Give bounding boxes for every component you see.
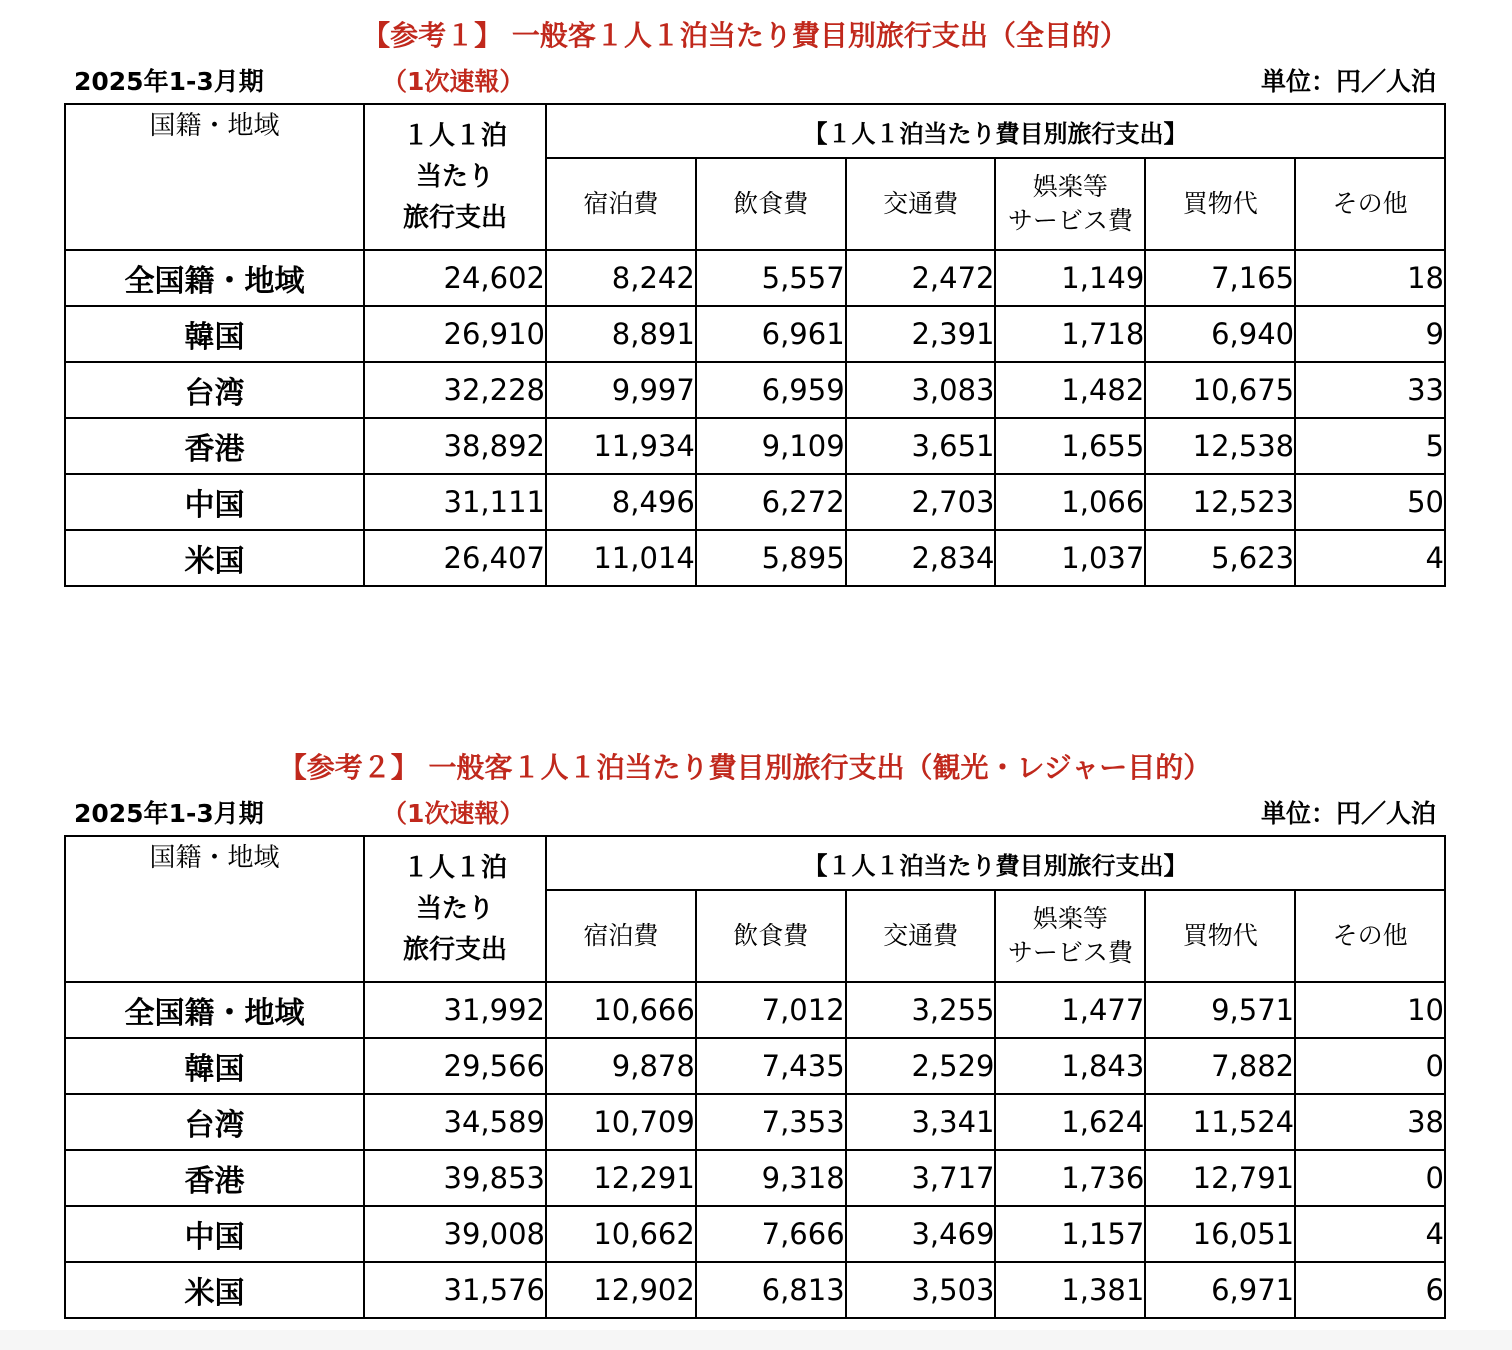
value-cell: 39,008 [364, 1206, 546, 1262]
header-line: その他 [1332, 921, 1408, 950]
value-cell: 2,834 [846, 530, 996, 586]
region-cell: 中国 [65, 474, 364, 530]
reference-1-title: 【参考１】 一般客１人１泊当たり費目別旅行支出（全目的） [362, 19, 1128, 52]
header-accommodation [546, 158, 696, 250]
header-total-line: １人１泊 [402, 852, 507, 883]
value-cell: 12,291 [546, 1150, 696, 1206]
header-region: 国籍・地域 [65, 836, 364, 982]
header-line: 娯楽等 [1032, 904, 1108, 933]
region-cell: 香港 [65, 418, 364, 474]
value-cell: 3,469 [846, 1206, 996, 1262]
region-cell: 台湾 [65, 362, 364, 418]
header-total-line: 当たり [415, 893, 494, 924]
header-line: サービス費 [1007, 206, 1133, 235]
value-cell: 16,051 [1145, 1206, 1295, 1262]
value-cell: 6,961 [696, 306, 846, 362]
value-cell: 38,892 [364, 418, 546, 474]
value-cell: 5,557 [696, 250, 846, 306]
value-cell: 34,589 [364, 1094, 546, 1150]
header-line: サービス費 [1007, 938, 1133, 967]
header-total-line: 旅行支出 [402, 202, 507, 233]
value-cell: 3,651 [846, 418, 996, 474]
bottom-strip [0, 1330, 1512, 1350]
header-group: 【１人１泊当たり費目別旅行支出】 [546, 836, 1445, 890]
header-total [364, 836, 546, 982]
value-cell: 0 [1295, 1150, 1445, 1206]
value-cell: 3,341 [846, 1094, 996, 1150]
header-line: 買物代 [1182, 189, 1258, 218]
value-cell: 12,538 [1145, 418, 1295, 474]
value-cell: 26,910 [364, 306, 546, 362]
value-cell: 0 [1295, 1038, 1445, 1094]
value-cell: 8,242 [546, 250, 696, 306]
table-row [65, 1038, 1445, 1094]
table-row [65, 362, 1445, 418]
region-cell: 韓国 [65, 306, 364, 362]
value-cell: 6,813 [696, 1262, 846, 1318]
table-body [65, 250, 1445, 586]
value-cell: 10,662 [546, 1206, 696, 1262]
value-cell: 11,014 [546, 530, 696, 586]
value-cell: 32,228 [364, 362, 546, 418]
table-row [65, 1094, 1445, 1150]
preliminary-label: （1次速報） [382, 67, 525, 96]
header-total-line: 当たり [415, 161, 494, 192]
value-cell: 31,111 [364, 474, 546, 530]
header-line: 娯楽等 [1032, 172, 1108, 201]
header-shopping [1145, 890, 1295, 982]
value-cell: 11,934 [546, 418, 696, 474]
header-transport [846, 158, 996, 250]
value-cell: 1,037 [995, 530, 1145, 586]
value-cell: 10,675 [1145, 362, 1295, 418]
value-cell: 1,477 [995, 982, 1145, 1038]
value-cell: 26,407 [364, 530, 546, 586]
region-cell: 中国 [65, 1206, 364, 1262]
value-cell: 3,255 [846, 982, 996, 1038]
region-cell: 香港 [65, 1150, 364, 1206]
table-row [65, 250, 1445, 306]
period-label: 2025年1-3月期 [74, 799, 264, 828]
value-cell: 7,666 [696, 1206, 846, 1262]
table-body [65, 982, 1445, 1318]
value-cell: 11,524 [1145, 1094, 1295, 1150]
value-cell: 3,717 [846, 1150, 996, 1206]
value-cell: 6,272 [696, 474, 846, 530]
value-cell: 18 [1295, 250, 1445, 306]
value-cell: 2,391 [846, 306, 996, 362]
header-line: 飲食費 [733, 189, 809, 218]
value-cell: 3,083 [846, 362, 996, 418]
value-cell: 6 [1295, 1262, 1445, 1318]
region-cell: 全国籍・地域 [65, 250, 364, 306]
region-cell: 全国籍・地域 [65, 982, 364, 1038]
value-cell: 1,157 [995, 1206, 1145, 1262]
value-cell: 29,566 [364, 1038, 546, 1094]
value-cell: 7,012 [696, 982, 846, 1038]
value-cell: 10,666 [546, 982, 696, 1038]
value-cell: 1,066 [995, 474, 1145, 530]
value-cell: 10,709 [546, 1094, 696, 1150]
unit-label: 単位：円／人泊 [1260, 67, 1436, 96]
header-food [696, 158, 846, 250]
value-cell: 5,623 [1145, 530, 1295, 586]
value-cell: 1,149 [995, 250, 1145, 306]
value-cell: 7,882 [1145, 1038, 1295, 1094]
value-cell: 12,902 [546, 1262, 696, 1318]
header-total-line: １人１泊 [402, 120, 507, 151]
header-entertainment [995, 158, 1145, 250]
period-label: 2025年1-3月期 [74, 67, 264, 96]
header-line: 宿泊費 [583, 921, 659, 950]
value-cell: 3,503 [846, 1262, 996, 1318]
reference-2-title: 【参考２】 一般客１人１泊当たり費目別旅行支出（観光・レジャー目的） [278, 751, 1212, 784]
value-cell: 1,482 [995, 362, 1145, 418]
value-cell: 8,891 [546, 306, 696, 362]
value-cell: 6,940 [1145, 306, 1295, 362]
header-total [364, 104, 546, 250]
value-cell: 5,895 [696, 530, 846, 586]
value-cell: 12,523 [1145, 474, 1295, 530]
header-line: 交通費 [883, 921, 959, 950]
value-cell: 9,109 [696, 418, 846, 474]
value-cell: 9,878 [546, 1038, 696, 1094]
header-total-line: 旅行支出 [402, 934, 507, 965]
value-cell: 1,736 [995, 1150, 1145, 1206]
value-cell: 4 [1295, 1206, 1445, 1262]
header-region: 国籍・地域 [65, 104, 364, 250]
header-transport [846, 890, 996, 982]
header-other [1295, 890, 1445, 982]
value-cell: 9,997 [546, 362, 696, 418]
region-cell: 韓国 [65, 1038, 364, 1094]
region-cell: 米国 [65, 530, 364, 586]
table-row [65, 1206, 1445, 1262]
value-cell: 6,959 [696, 362, 846, 418]
header-line: 交通費 [883, 189, 959, 218]
value-cell: 1,718 [995, 306, 1145, 362]
value-cell: 2,703 [846, 474, 996, 530]
value-cell: 33 [1295, 362, 1445, 418]
header-line: 買物代 [1182, 921, 1258, 950]
value-cell: 31,576 [364, 1262, 546, 1318]
value-cell: 12,791 [1145, 1150, 1295, 1206]
table-row [65, 418, 1445, 474]
value-cell: 9 [1295, 306, 1445, 362]
value-cell: 5 [1295, 418, 1445, 474]
value-cell: 1,624 [995, 1094, 1145, 1150]
value-cell: 7,165 [1145, 250, 1295, 306]
region-cell: 米国 [65, 1262, 364, 1318]
table-row [65, 530, 1445, 586]
header-food [696, 890, 846, 982]
value-cell: 50 [1295, 474, 1445, 530]
header-other [1295, 158, 1445, 250]
value-cell: 31,992 [364, 982, 546, 1038]
value-cell: 4 [1295, 530, 1445, 586]
value-cell: 39,853 [364, 1150, 546, 1206]
table-row [65, 306, 1445, 362]
header-accommodation [546, 890, 696, 982]
header-entertainment [995, 890, 1145, 982]
value-cell: 2,529 [846, 1038, 996, 1094]
value-cell: 1,843 [995, 1038, 1145, 1094]
value-cell: 7,435 [696, 1038, 846, 1094]
value-cell: 10 [1295, 982, 1445, 1038]
unit-label: 単位：円／人泊 [1260, 799, 1436, 828]
region-cell: 台湾 [65, 1094, 364, 1150]
expenditure-table-all-purposes [64, 103, 1446, 587]
preliminary-label: （1次速報） [382, 799, 525, 828]
table-row [65, 1262, 1445, 1318]
header-line: その他 [1332, 189, 1408, 218]
value-cell: 1,381 [995, 1262, 1145, 1318]
value-cell: 7,353 [696, 1094, 846, 1150]
table-row [65, 1150, 1445, 1206]
value-cell: 38 [1295, 1094, 1445, 1150]
expenditure-table-leisure [64, 835, 1446, 1319]
header-group: 【１人１泊当たり費目別旅行支出】 [546, 104, 1445, 158]
value-cell: 2,472 [846, 250, 996, 306]
value-cell: 6,971 [1145, 1262, 1295, 1318]
table-row [65, 474, 1445, 530]
value-cell: 1,655 [995, 418, 1145, 474]
header-line: 飲食費 [733, 921, 809, 950]
value-cell: 8,496 [546, 474, 696, 530]
table-row [65, 982, 1445, 1038]
header-shopping [1145, 158, 1295, 250]
value-cell: 24,602 [364, 250, 546, 306]
value-cell: 9,318 [696, 1150, 846, 1206]
value-cell: 9,571 [1145, 982, 1295, 1038]
header-line: 宿泊費 [583, 189, 659, 218]
